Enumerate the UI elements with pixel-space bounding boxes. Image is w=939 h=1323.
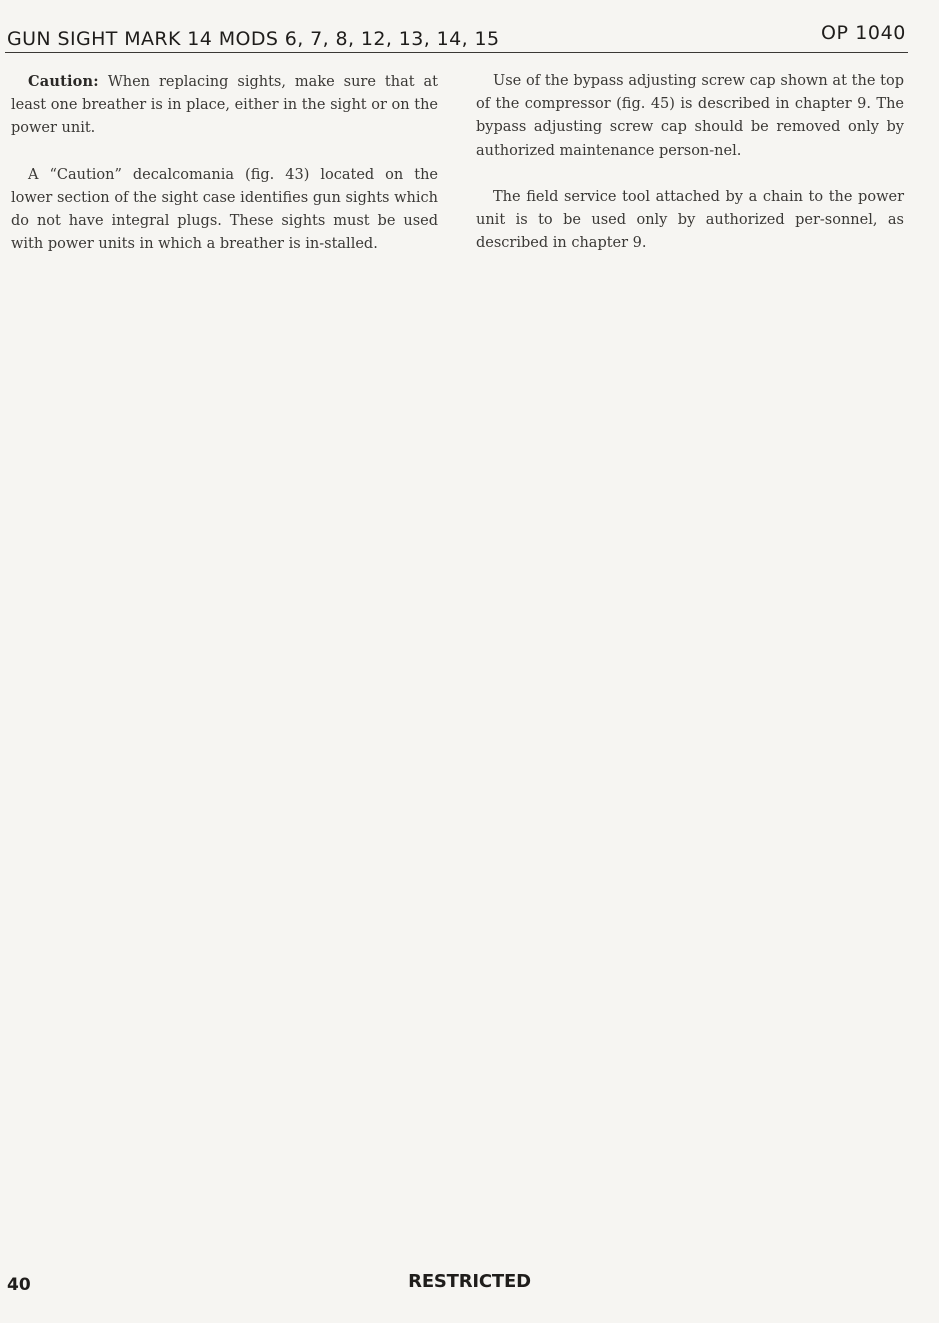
caution-text: When replacing sights, make sure that at least one breather is in place, either in the sight or on the power unit.: [11, 74, 438, 137]
page-number: 40: [7, 1275, 31, 1295]
caution-paragraph: [11, 70, 438, 141]
left-column: [11, 70, 438, 256]
right-column: [476, 70, 904, 255]
caution-label: Caution:: [28, 73, 99, 90]
bypass-screw-paragraph: Use of the bypass adjusting screw cap shown at the top of the compressor (fig. 45) is described in chapter 9. The bypass adjusting screw cap should be removed only by authorized maintenance person-nel.: [476, 73, 904, 159]
classification-marking: RESTRICTED: [408, 1271, 531, 1292]
header-rule: [5, 52, 908, 53]
field-tool-paragraph: The field service tool attached by a chain to the power unit is to be used only by authorized per-sonnel, as described in chapter 9.: [476, 188, 904, 252]
decalcomania-paragraph: A “Caution” decalcomania (fig. 43) located on the lower section of the sight case identifies gun sights which do not have integral plugs. These sights must be used with power units in which a breather is in-stalled.: [11, 166, 438, 253]
running-header-title: GUN SIGHT MARK 14 MODS 6, 7, 8, 12, 13, 14, 15: [7, 28, 500, 50]
document-code: OP 1040: [820, 22, 906, 44]
